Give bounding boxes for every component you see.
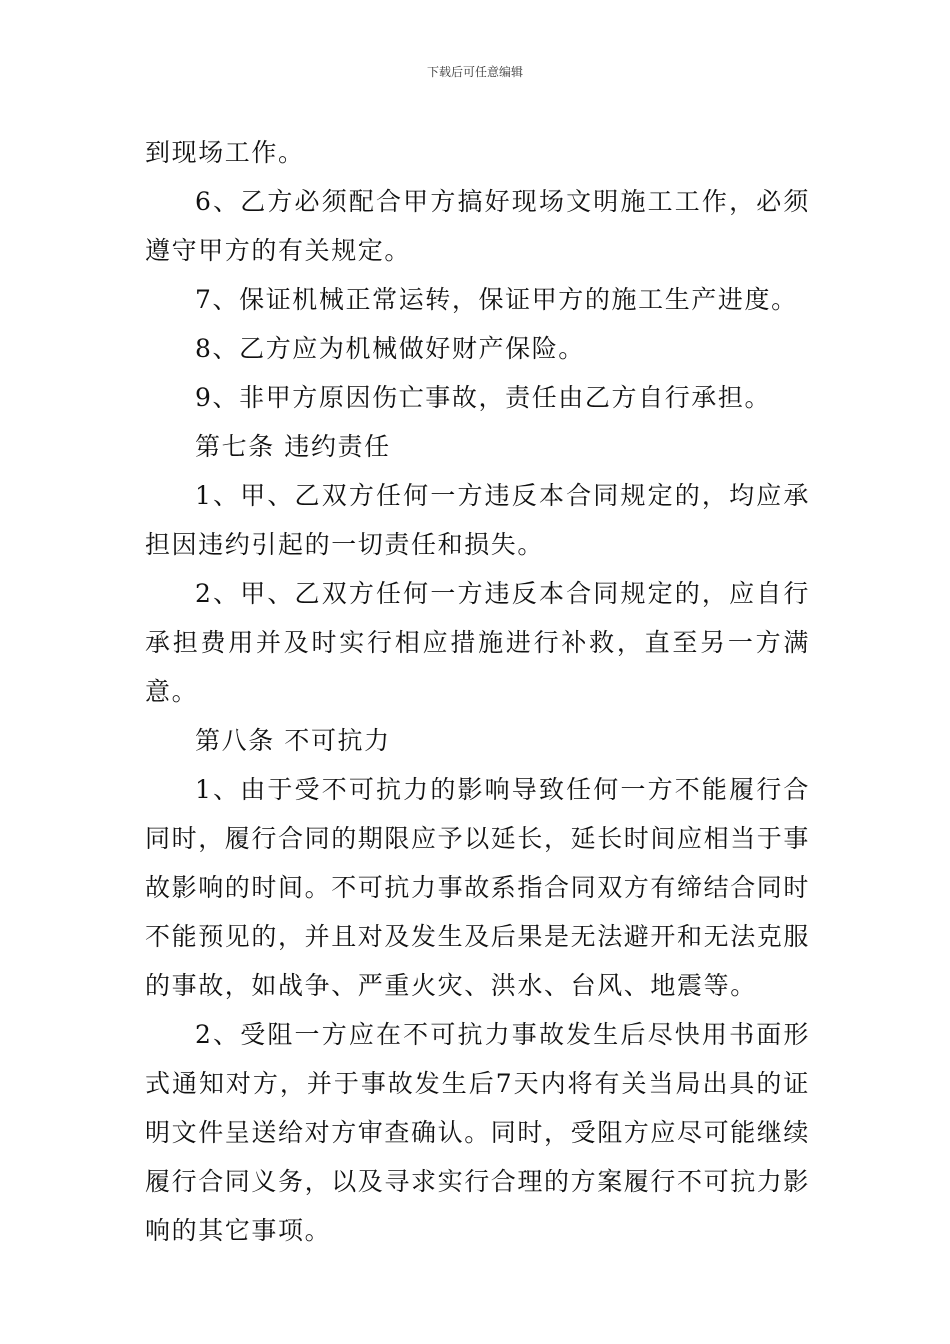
paragraph-item-7: 7、保证机械正常运转，保证甲方的施工生产进度。	[195, 285, 798, 314]
paragraph-item-8: 8、乙方应为机械做好财产保险。	[195, 334, 585, 363]
paragraph-item-6: 6、乙方必须配合甲方搞好现场文明施工工作，必须遵守甲方的有关规定。	[145, 187, 810, 265]
document-body	[145, 128, 810, 1255]
page-header-note: 下载后可任意编辑	[426, 65, 523, 79]
article-8-clause-1: 1、由于受不可抗力的影响导致任何一方不能履行合同时，履行合同的期限应予以延长，延长时间应相当于事故影响的时间。不可抗力事故系指合同双方有缔结合同时不能预见的，并且对及发生及后果是无法避开和无法克服的事故，如战争、严重火灾、洪水、台风、地震等。	[145, 775, 811, 1000]
article-7-clause-2: 2、甲、乙双方任何一方违反本合同规定的，应自行承担费用并及时实行相应措施进行补救，直至另一方满意。	[145, 579, 810, 706]
paragraph-continuation: 到现场工作。	[145, 138, 305, 167]
paragraph-item-9: 9、非甲方原因伤亡事故，责任由乙方自行承担。	[195, 383, 772, 412]
article-7-heading: 第七条 违约责任	[195, 432, 391, 461]
article-7-clause-1: 1、甲、乙双方任何一方违反本合同规定的，均应承担因违约引起的一切责任和损失。	[145, 481, 810, 559]
article-8-heading: 第八条 不可抗力	[195, 726, 391, 755]
article-8-clause-2: 2、受阻一方应在不可抗力事故发生后尽快用书面形式通知对方，并于事故发生后7天内将有关当局出具的证明文件呈送给对方审查确认。同时，受阻方应尽可能继续履行合同义务，以及寻求实行合理的方案履行不可抗力影响的其它事项。	[145, 1020, 811, 1245]
